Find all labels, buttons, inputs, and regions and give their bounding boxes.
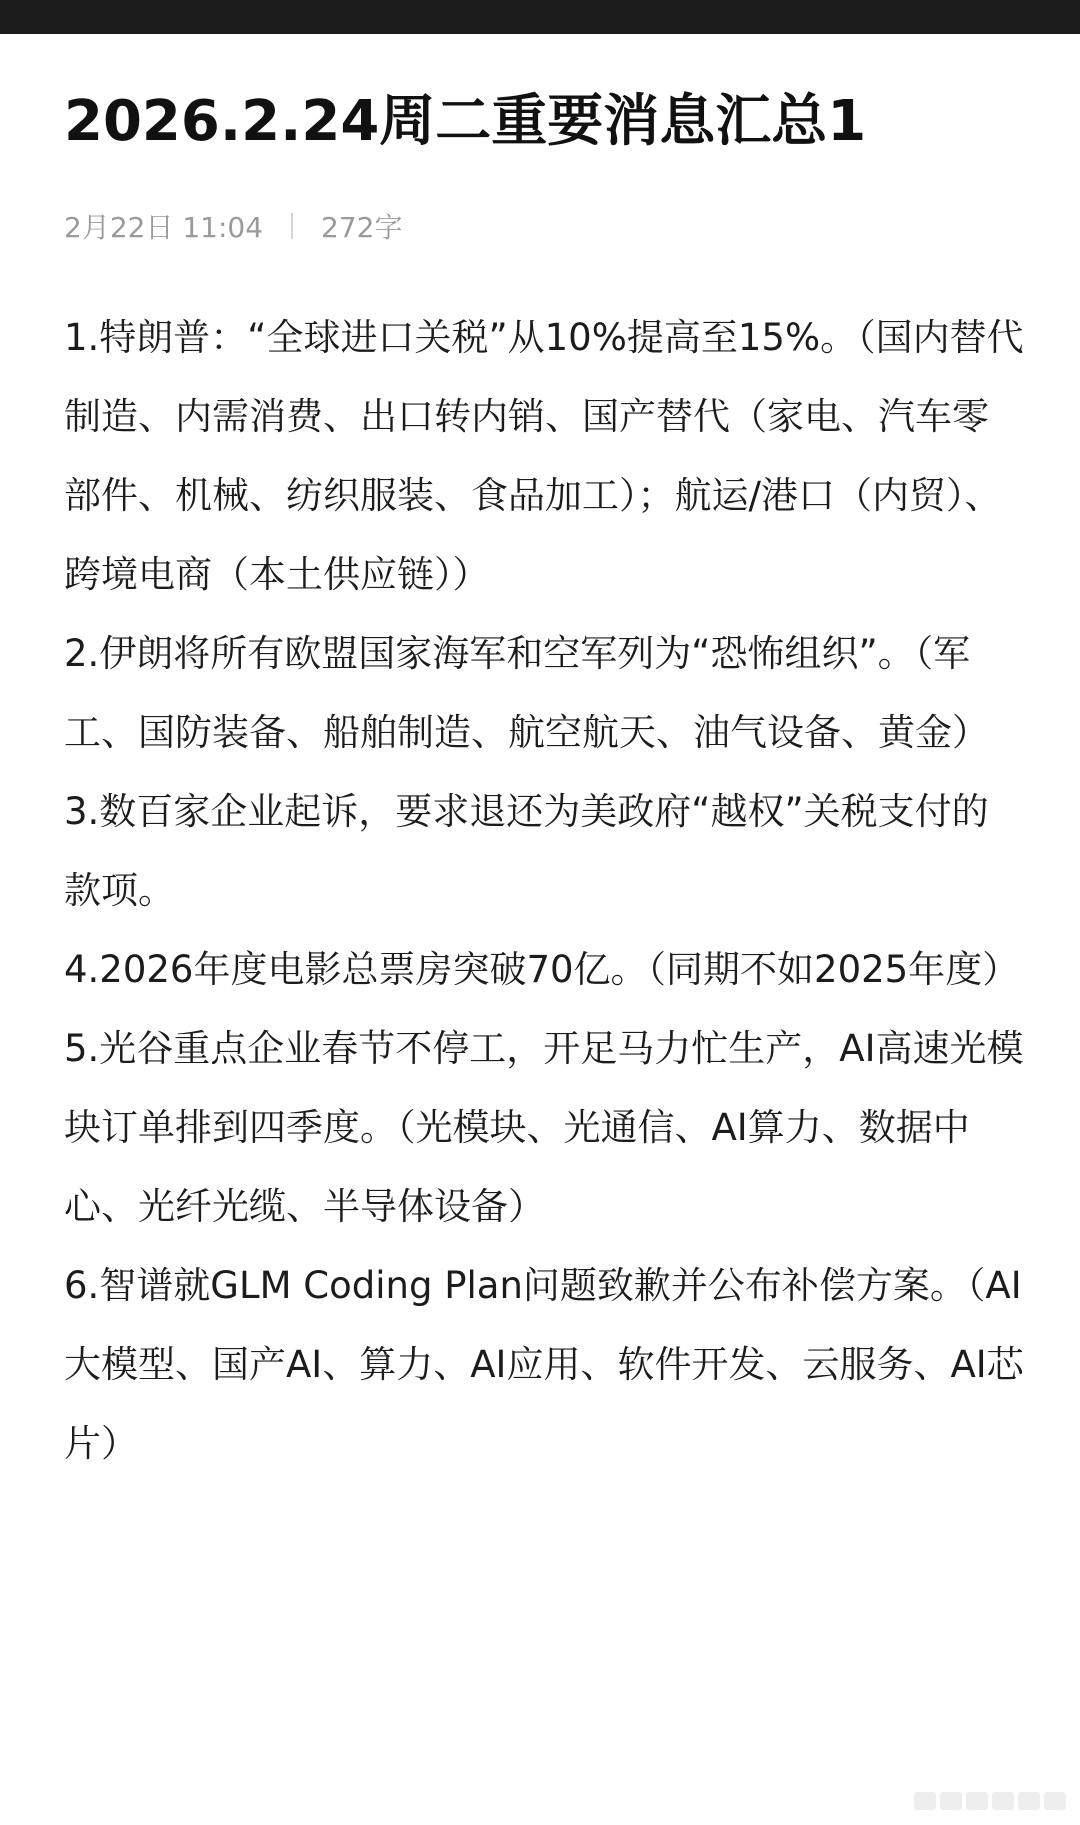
article-meta <box>64 206 1024 246</box>
article-title: 2026.2.24周二重要消息汇总1 <box>64 89 867 154</box>
news-item-2: 2.伊朗将所有欧盟国家海军和空军列为“恐怖组织”。（军工、国防装备、船舶制造、航空航天、油气设备、黄金） <box>64 632 989 754</box>
watermark-glyph <box>1044 1792 1066 1810</box>
word-count: 272字 <box>321 211 403 244</box>
news-item-6: 6.智谱就GLM Coding Plan问题致歉并公布补偿方案。（AI大模型、国产AI、算力、AI应用、软件开发、云服务、AI芯片） <box>64 1264 1024 1465</box>
news-item-3: 3.数百家企业起诉，要求退还为美政府“越权”关税支付的款项。 <box>64 790 989 912</box>
article <box>64 34 1024 1483</box>
watermark-glyph <box>914 1792 936 1810</box>
article-body <box>64 298 1024 1483</box>
news-item-1: 1.特朗普：“全球进口关税”从10%提高至15%。（国内替代制造、内需消费、出口转内销、国产替代（家电、汽车零部件、机械、纺织服装、食品加工）；航运/港口（内贸）、跨境电商（本土供应链）） <box>64 316 1024 596</box>
watermark-glyph <box>1018 1792 1040 1810</box>
news-item-5: 5.光谷重点企业春节不停工，开足马力忙生产，AI高速光模块订单排到四季度。（光模块、光通信、AI算力、数据中心、光纤光缆、半导体设备） <box>64 1027 1024 1228</box>
top-status-bar <box>0 0 1080 34</box>
meta-divider <box>291 213 293 239</box>
news-item-4: 4.2026年度电影总票房突破70亿。（同期不如2025年度） <box>64 948 1020 991</box>
watermark-glyph <box>992 1792 1014 1810</box>
watermark-glyph <box>966 1792 988 1810</box>
watermark-glyph <box>940 1792 962 1810</box>
publish-date: 2月22日 11:04 <box>64 211 264 244</box>
watermark-logo <box>896 1787 1066 1815</box>
